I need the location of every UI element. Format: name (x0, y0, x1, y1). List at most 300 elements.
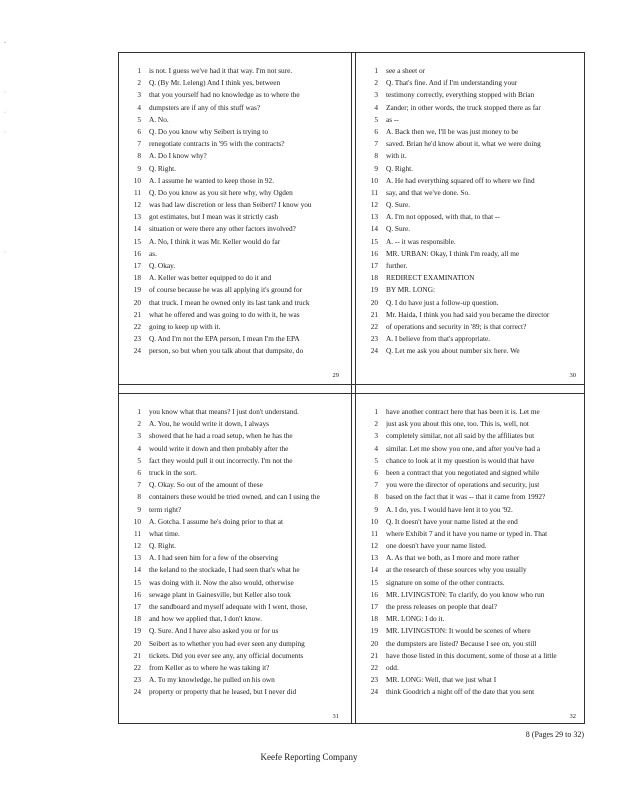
transcript-line (119, 236, 347, 248)
transcript-line (356, 638, 584, 650)
transcript-line (356, 625, 584, 637)
transcript-line (356, 297, 584, 309)
transcript-line (119, 564, 347, 576)
transcript-line (356, 272, 584, 284)
transcript-line (356, 479, 584, 491)
line-text: A. Gotcha. I assume he's doing prior to that at (149, 516, 284, 526)
line-text: Q. Okay. (149, 261, 176, 270)
transcript-line (356, 418, 584, 430)
transcript-line (119, 455, 347, 467)
line-number: 7 (137, 480, 141, 490)
line-text: A. Do I know why? (149, 151, 207, 161)
line-text: as. (149, 248, 157, 258)
line-text: A. -- it was responsible. (386, 236, 456, 246)
page-number: 31 (332, 713, 339, 720)
line-text: the keland to the stockade, I had seen that's what he (149, 565, 300, 575)
line-text: dumpsters are if any of this stuff was? (149, 102, 261, 112)
line-number: 5 (137, 455, 141, 465)
line-number: 24 (370, 687, 378, 697)
transcript-line (119, 625, 347, 637)
pages-range: 8 (Pages 29 to 32) (525, 730, 584, 739)
transcript-line (119, 65, 347, 77)
transcript-line (119, 406, 347, 418)
page-number: 29 (332, 372, 339, 379)
line-text: would write it down and then probably after the (149, 443, 289, 453)
line-number: 17 (133, 602, 141, 611)
transcript-line (356, 504, 584, 516)
line-text: Q. Sure. (386, 224, 411, 234)
line-number: 15 (370, 577, 378, 587)
line-number: 23 (370, 675, 378, 685)
transcript-line (356, 333, 584, 345)
line-number: 7 (374, 480, 378, 490)
line-number: 15 (133, 577, 141, 587)
line-text: at the research of these sources why you usually (386, 565, 527, 575)
line-text: the sandboard and myself adequate with I went, those, (149, 602, 308, 611)
line-text: A. I do, yes. I would have lent it to you '92. (386, 504, 513, 514)
line-text: person, so but when you talk about that dumpsite, do (149, 346, 304, 356)
line-number: 9 (137, 504, 141, 514)
transcript-line (356, 564, 584, 576)
line-number: 21 (370, 309, 378, 319)
line-number: 15 (133, 236, 141, 246)
line-number: 8 (137, 151, 141, 161)
transcript-line (356, 528, 584, 540)
page-lines (356, 65, 584, 358)
transcript-line (119, 333, 347, 345)
transcript-line (119, 150, 347, 162)
line-number: 13 (370, 553, 378, 563)
transcript-line (119, 126, 347, 138)
line-text: where Exhibit 7 and it have you name or typed in. That (386, 528, 548, 538)
line-text: got estimates, but I mean was it strictly cash (149, 212, 279, 222)
transcript-line (356, 406, 584, 418)
transcript-line (119, 284, 347, 296)
line-text: based on the fact that it was -- that it came from 1992? (386, 492, 546, 502)
line-number: 1 (137, 66, 141, 75)
transcript-line (119, 321, 347, 333)
transcript-line (119, 552, 347, 564)
line-number: 8 (374, 492, 378, 502)
line-text: sewage plant in Gainesville, but Keller also took (149, 589, 291, 599)
transcript-line (356, 175, 584, 187)
line-number: 21 (133, 650, 141, 660)
line-number: 13 (370, 212, 378, 222)
line-text: A. Keller was better equipped to do it and (149, 273, 272, 283)
transcript-line (356, 309, 584, 321)
transcript-line (356, 589, 584, 601)
transcript-line (356, 686, 584, 698)
line-number: 11 (133, 528, 141, 538)
line-text: Q. Sure. And I have also asked you or for us (149, 626, 279, 636)
transcript-line (356, 321, 584, 333)
line-text: Q. Let me ask you about number six here. We (386, 346, 520, 356)
transcript-line (119, 516, 347, 528)
line-number: 20 (370, 297, 378, 307)
line-text: Q. It doesn't have your name listed at the end (386, 516, 518, 526)
transcript-line (119, 138, 347, 150)
transcript-line (119, 175, 347, 187)
transcript-line (119, 163, 347, 175)
line-text: what time. (149, 528, 180, 538)
transcript-line (356, 150, 584, 162)
line-text: have another contract here that has been it is. Let me (386, 407, 540, 416)
line-number: 6 (374, 467, 378, 477)
line-text: A. I assume he wanted to keep those in 92. (149, 175, 275, 185)
line-number: 16 (133, 589, 141, 599)
line-text: A. I had seen him for a few of the observing (149, 553, 279, 563)
line-text: saved. Brian he'd know about it, what we were doing (386, 139, 541, 149)
line-text: just ask you about this one, too. This is, well, not (386, 419, 529, 429)
line-number: 23 (133, 675, 141, 685)
line-number: 19 (370, 285, 378, 295)
line-number: 1 (137, 407, 141, 416)
transcript-line (119, 467, 347, 479)
line-text: A. He had everything squared off to where we find (386, 175, 535, 185)
line-text: Q. Okay. So out of the amount of these (149, 480, 263, 490)
line-text: with it. (386, 151, 407, 161)
transcript-line (119, 491, 347, 503)
line-text: A. No, I think it was Mr. Keller would do far (149, 236, 281, 246)
line-number: 8 (374, 151, 378, 161)
transcript-line (119, 187, 347, 199)
line-number: 19 (133, 626, 141, 636)
line-text: testimony correctly, everything stopped with Brian (386, 90, 535, 100)
line-number: 3 (137, 431, 141, 441)
line-text: you know what that means? I just don't understand. (149, 407, 299, 416)
left-margin-marks: - · · · · (4, 40, 6, 256)
line-number: 6 (137, 467, 141, 477)
transcript-line (119, 430, 347, 442)
line-text: fact they would pull it out incorrectly. I'm not the (149, 455, 293, 465)
line-text: was doing with it. Now the also would, otherwise (149, 577, 294, 587)
page-lines (356, 406, 584, 699)
line-number: 17 (370, 602, 378, 611)
transcript-line (356, 345, 584, 357)
line-text: Q. Sure. (386, 200, 411, 210)
line-text: A. No. (149, 114, 169, 124)
line-text: of operations and security in '89; is that correct? (386, 321, 527, 331)
line-text: A. Back then we, I'll be was just money to be (386, 126, 519, 136)
line-text: MR. URBAN: Okay, I think I'm ready, all me (386, 248, 520, 258)
line-text: Q. Do you know why Seibert is trying to (149, 126, 268, 136)
transcript-line (356, 552, 584, 564)
line-number: 13 (133, 553, 141, 563)
transcript-line (356, 491, 584, 503)
transcript-line (356, 114, 584, 126)
line-text: odd. (386, 662, 399, 672)
line-text: think Goodrich a night off of the date that you sent (386, 687, 535, 697)
line-number: 3 (137, 90, 141, 100)
transcript-page-29 (119, 53, 347, 383)
line-number: 14 (133, 224, 141, 234)
line-text: the dumpsters are listed? Because I see on, you still (386, 638, 537, 648)
transcript-line (119, 686, 347, 698)
line-number: 11 (370, 528, 378, 538)
line-text: one doesn't have your name listed. (386, 541, 487, 551)
page-lines (119, 406, 347, 699)
transcript-line (356, 187, 584, 199)
transcript-line (119, 418, 347, 430)
line-number: 7 (137, 139, 141, 149)
transcript-line (119, 248, 347, 260)
line-text: Seibert as to whether you had ever seen any dumping (149, 638, 305, 648)
line-text: Zander; in other words, the truck stopped there as far (386, 102, 541, 112)
line-number: 3 (374, 431, 378, 441)
line-text: showed that he had a road setup, when he has the (149, 431, 293, 441)
line-text: from Keller as to where he was taking it? (149, 662, 270, 672)
line-number: 20 (370, 638, 378, 648)
transcript-line (119, 77, 347, 89)
transcript-line (356, 467, 584, 479)
line-number: 24 (133, 687, 141, 697)
line-text: was had law discretion or less than Seibert? I know you (149, 200, 312, 210)
transcript-line (356, 674, 584, 686)
line-number: 6 (137, 126, 141, 136)
line-text: of course because he was all applying it's ground for (149, 285, 303, 295)
line-text: Q. Right. (386, 163, 413, 173)
line-text: truck in the sort. (149, 467, 197, 477)
line-text: similar. Let me show you one, and after you've had a (386, 443, 541, 453)
line-number: 2 (137, 419, 141, 429)
line-text: Q. That's fine. And if I'm understanding your (386, 78, 518, 88)
transcript-line (356, 601, 584, 613)
transcript-line (119, 540, 347, 552)
line-number: 23 (370, 334, 378, 344)
transcript-line (119, 345, 347, 357)
transcript-line (119, 443, 347, 455)
line-text: see a sheet or (386, 66, 426, 75)
line-text: been a contract that you negotiated and signed while (386, 467, 540, 477)
line-number: 5 (374, 455, 378, 465)
line-text: and how we applied that, I don't know. (149, 614, 262, 624)
line-text: chance to look at it my question is would that have (386, 455, 535, 465)
line-number: 22 (133, 321, 141, 331)
line-text: further. (386, 261, 408, 270)
line-number: 10 (370, 516, 378, 526)
line-text: Q. (By Mr. Leleng) And I think yes, between (149, 78, 281, 88)
line-number: 5 (374, 114, 378, 124)
line-number: 19 (370, 626, 378, 636)
transcript-line (356, 443, 584, 455)
transcript-line (356, 577, 584, 589)
line-text: MR. LONG: Well, that we just what I (386, 675, 497, 685)
transcript-line (356, 248, 584, 260)
line-number: 2 (137, 78, 141, 88)
line-number: 9 (374, 163, 378, 173)
line-text: Q. And I'm not the EPA person, I mean I'm the EPA (149, 334, 300, 344)
transcript-line (356, 613, 584, 625)
transcript-line (356, 163, 584, 175)
line-number: 24 (133, 346, 141, 356)
line-number: 8 (137, 492, 141, 502)
transcript-line (119, 223, 347, 235)
transcript-line (356, 650, 584, 662)
transcript-line (119, 114, 347, 126)
line-number: 11 (370, 187, 378, 197)
transcript-line (356, 260, 584, 272)
transcript-line (119, 504, 347, 516)
line-number: 1 (374, 66, 378, 75)
line-number: 22 (370, 662, 378, 672)
transcript-line (119, 577, 347, 589)
line-number: 17 (133, 261, 141, 270)
line-text: that truck. I mean he owned only its last tank and truck (149, 297, 310, 307)
line-number: 14 (370, 224, 378, 234)
line-text: the press releases on people that deal? (386, 602, 498, 611)
line-text: A. You, he would write it down, I always (149, 419, 269, 429)
line-text: property or property that he leased, but I never did (149, 687, 297, 697)
transcript-line (356, 430, 584, 442)
line-number: 10 (133, 175, 141, 185)
line-text: say, and that we've done. So. (386, 187, 470, 197)
line-number: 21 (370, 650, 378, 660)
line-text: MR. LIVINGSTON: It would be scenes of where (386, 626, 531, 636)
line-number: 3 (374, 90, 378, 100)
line-number: 17 (370, 261, 378, 270)
line-text: Q. I do have just a follow-up question. (386, 297, 499, 307)
line-number: 18 (370, 273, 378, 283)
transcript-line (119, 674, 347, 686)
transcript-line (119, 309, 347, 321)
line-text: you were the director of operations and security, just (386, 480, 540, 490)
transcript-line (356, 199, 584, 211)
line-number: 10 (370, 175, 378, 185)
transcript-line (119, 662, 347, 674)
transcript-line (356, 77, 584, 89)
transcript-line (356, 455, 584, 467)
line-number: 23 (133, 334, 141, 344)
line-text: Mr. Haida, I think you had said you became the director (386, 309, 550, 319)
line-text: term right? (149, 504, 182, 514)
line-text: A. I believe from that's appropriate. (386, 334, 491, 344)
page-lines (119, 65, 347, 358)
line-text: Q. Right. (149, 541, 176, 551)
transcript-line (356, 284, 584, 296)
transcript-line (356, 211, 584, 223)
line-number: 9 (137, 163, 141, 173)
line-number: 22 (133, 662, 141, 672)
line-number: 12 (133, 200, 141, 210)
line-text: BY MR. LONG: (386, 285, 435, 295)
transcript-line (119, 260, 347, 272)
transcript-line (356, 540, 584, 552)
line-text: MR. LONG: I do it. (386, 614, 445, 624)
line-text: as -- (386, 114, 399, 124)
transcript-line (119, 613, 347, 625)
line-text: going to keep up with it. (149, 321, 221, 331)
line-text: REDIRECT EXAMINATION (386, 273, 475, 283)
line-number: 18 (133, 273, 141, 283)
transcript-line (119, 528, 347, 540)
transcript-page-32 (356, 394, 584, 724)
line-text: have those listed in this document, some of those at a little (386, 650, 557, 660)
transcript-line (119, 479, 347, 491)
page-number: 32 (569, 713, 576, 720)
line-number: 20 (133, 638, 141, 648)
transcript-line (356, 89, 584, 101)
transcript-line (356, 662, 584, 674)
line-number: 6 (374, 126, 378, 136)
company-name: Keefe Reporting Company (260, 752, 358, 762)
line-number: 12 (370, 200, 378, 210)
line-number: 19 (133, 285, 141, 295)
line-number: 16 (133, 248, 141, 258)
transcript-line (119, 589, 347, 601)
line-number: 12 (370, 541, 378, 551)
transcript-line (119, 272, 347, 284)
transcript-line (119, 199, 347, 211)
transcript-line (356, 126, 584, 138)
transcript-line (119, 297, 347, 309)
line-text: Q. Do you know as you sit here why, why Ogden (149, 187, 293, 197)
line-text: MR. LIVINGSTON: To clarify, do you know who run (386, 589, 545, 599)
line-number: 4 (137, 102, 141, 112)
page-number: 30 (569, 372, 576, 379)
line-number: 14 (370, 565, 378, 575)
line-text: A. As that we both, as I more and more rather (386, 553, 520, 563)
line-text: what he offered and was going to do with it, he was (149, 309, 300, 319)
line-number: 2 (374, 78, 378, 88)
line-text: A. To my knowledge, he pulled on his own (149, 675, 275, 685)
line-text: Q. Right. (149, 163, 176, 173)
transcript-line (356, 236, 584, 248)
line-number: 4 (374, 102, 378, 112)
line-number: 2 (374, 419, 378, 429)
line-number: 5 (137, 114, 141, 124)
line-number: 22 (370, 321, 378, 331)
line-number: 18 (133, 614, 141, 624)
line-number: 10 (133, 516, 141, 526)
transcript-line (119, 102, 347, 114)
line-text: situation or were there any other factors involved? (149, 224, 296, 234)
line-number: 15 (370, 236, 378, 246)
line-text: tickets. Did you ever see any, any official documents (149, 650, 304, 660)
line-number: 18 (370, 614, 378, 624)
line-number: 7 (374, 139, 378, 149)
line-number: 11 (133, 187, 141, 197)
transcript-line (119, 650, 347, 662)
vertical-divider (351, 53, 352, 723)
transcript-page-30 (356, 53, 584, 383)
line-number: 21 (133, 309, 141, 319)
transcript-line (119, 211, 347, 223)
line-number: 4 (374, 443, 378, 453)
transcript-frame (118, 52, 585, 724)
transcript-line (356, 65, 584, 77)
transcript-line (356, 102, 584, 114)
line-text: A. I'm not opposed, with that, to that -- (386, 212, 500, 222)
line-number: 16 (370, 589, 378, 599)
line-number: 9 (374, 504, 378, 514)
line-text: that you yourself had no knowledge as to where the (149, 90, 300, 100)
transcript-line (356, 138, 584, 150)
transcript-line (356, 516, 584, 528)
line-text: signature on some of the other contracts. (386, 577, 505, 587)
transcript-line (119, 638, 347, 650)
line-number: 14 (133, 565, 141, 575)
line-number: 12 (133, 541, 141, 551)
line-number: 4 (137, 443, 141, 453)
line-text: completely similar, not all said by the affiliates but (386, 431, 535, 441)
line-text: containers these would be tried owned, and can I using the (149, 492, 320, 502)
line-number: 24 (370, 346, 378, 356)
transcript-line (119, 89, 347, 101)
line-number: 1 (374, 407, 378, 416)
transcript-line (119, 601, 347, 613)
transcript-page-31 (119, 394, 347, 724)
line-number: 13 (133, 212, 141, 222)
